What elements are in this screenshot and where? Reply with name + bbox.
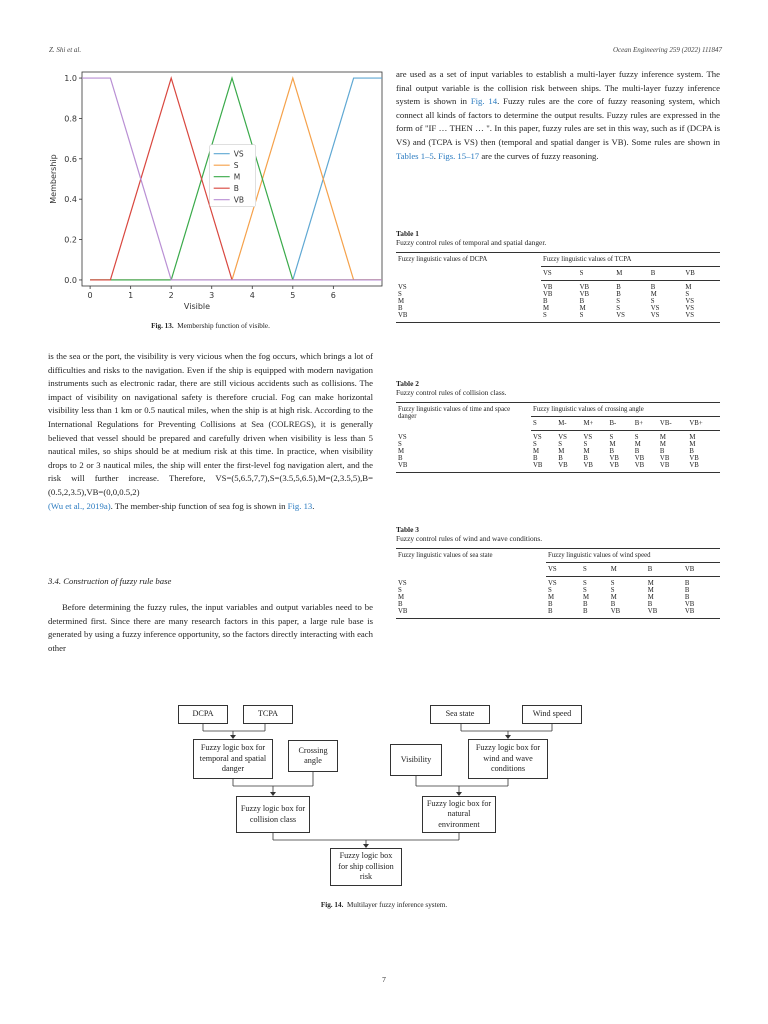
table3-cell: M <box>548 594 555 601</box>
x-axis-label: Visible <box>183 302 211 311</box>
table1-cell: VS <box>685 305 695 312</box>
table3-cell: VB <box>684 601 695 608</box>
table3-cell: S <box>583 587 587 594</box>
left-paragraph-tail: . The member-ship function of sea fog is shown in <box>110 500 286 511</box>
table2-cell: VB <box>607 462 632 473</box>
node-crossing-angle: Crossing angle <box>288 740 338 772</box>
x-tick-label: 1 <box>128 291 134 300</box>
table2-col-header: B- <box>607 417 632 431</box>
table2-col-header: VB- <box>658 417 687 431</box>
table2-cell: VS <box>583 434 593 441</box>
table2-row <box>396 448 720 455</box>
table2-row-label: VS <box>398 433 407 441</box>
table3-row <box>396 587 720 594</box>
table1-cell: M <box>650 291 657 298</box>
table1-row-label: B <box>398 305 403 312</box>
table3-col-group: Fuzzy linguistic values of wind speed <box>546 549 720 563</box>
fig13-text: Membership function of visible. <box>177 322 270 330</box>
node-dcpa: DCPA <box>178 705 228 724</box>
table2 <box>396 379 720 473</box>
table3-row <box>396 608 720 619</box>
table2-cell: VB <box>687 462 720 473</box>
table2-cell: M <box>533 448 540 455</box>
table3-row-header: Fuzzy linguistic values of sea state <box>396 549 546 577</box>
table3-row-label: M <box>398 594 405 601</box>
table3-cell: B <box>684 594 690 601</box>
table3-cell: M <box>583 594 590 601</box>
table3-col-header: B <box>646 563 683 577</box>
table1-col-header: S <box>578 267 615 281</box>
table1-col-header: M <box>614 267 649 281</box>
legend-label-vb: VB <box>233 195 244 205</box>
table2-row <box>396 441 720 448</box>
table1-cell: VS <box>649 312 684 323</box>
page-number: 7 <box>382 975 386 984</box>
table2-row-header: Fuzzy linguistic values of time and space danger <box>396 403 531 431</box>
table2-row-label: VB <box>396 462 531 473</box>
table2-subtitle: Fuzzy control rules of collision class. <box>396 388 507 397</box>
table3-cell: VS <box>548 580 557 587</box>
right-paragraph-part1: are used as a set of input variables to establish a multi-layer fuzzy inference system. The final output variable is the collision risk between ships. The multi-layer fuzzy inference system is shown in <box>396 69 720 107</box>
table3-title: Table 3 <box>396 525 419 534</box>
x-tick-label: 5 <box>290 291 296 300</box>
section-paragraph <box>48 601 373 655</box>
table3-col-header: S <box>581 563 609 577</box>
table1 <box>396 229 720 323</box>
table1-cell: B <box>616 284 621 291</box>
table2-row <box>396 462 720 473</box>
node-wind-wave-box: Fuzzy logic box for wind and wave conditions <box>468 739 548 779</box>
table2-cell: M <box>609 441 616 448</box>
table1-subtitle: Fuzzy control rules of temporal and spatial danger. <box>396 238 547 247</box>
table3-col-header: VB <box>683 563 720 577</box>
table1-cell: B <box>650 284 656 291</box>
table2-cell: B <box>609 448 615 455</box>
table2-cell: VB <box>634 455 645 462</box>
node-tcpa: TCPA <box>243 705 293 724</box>
y-tick-label: 0.8 <box>64 114 77 124</box>
table2-cell: VB <box>658 462 687 473</box>
legend-label-b: B <box>233 184 239 194</box>
table3-row-label: B <box>398 601 403 608</box>
table1-row <box>396 305 720 312</box>
fig14-link[interactable]: Fig. 14 <box>470 96 498 107</box>
table1-title: Table 1 <box>396 229 419 238</box>
membership-chart <box>42 62 377 337</box>
table1-row <box>396 312 720 323</box>
x-tick-label: 0 <box>87 291 93 300</box>
table1-row-label: VB <box>396 312 541 323</box>
node-natural-env-box: Fuzzy logic box for natural environment <box>422 796 496 833</box>
table1-row-label: M <box>398 298 405 305</box>
left-paragraph-text: is the sea or the port, the visibility is very vicious when the fog occurs, which brings a lot of difficulties and risks to the navigation. Even if the ship is equipped with modern navigation instruments such as electronic radar, there are still vicious accidents such as collisions. The impact of visibility on navigational safety is therefore crucial. Fog can make horizontal visibility less than 1 km or 0.5 nautical miles, when the ship is at high risk. According to the International Regulations for Preventing Collisions at Sea (COLREGS), it is generally believed that vessel should be prepared and carefully driven when visibility is less than 5 nautical miles, so ships should be at medium risk at this time. In practice, when visibility drops to 2 or 3 nautical miles, the ship will enter the first-level fog navigation alert, and the risk will further increase. Therefore, VS=(5,6.5,7,7),S=(3.5,5,6.5),M=(2,3.5,5),B=(0.5,2,3.5),VB=(0,0,0.5,2) <box>48 351 373 497</box>
table3-cell: S <box>548 587 552 594</box>
table1-cell: B <box>543 298 548 305</box>
node-visibility: Visibility <box>390 744 442 776</box>
table2-cell: VB <box>556 462 581 473</box>
table3-cell: B <box>583 601 588 608</box>
table1-cell: M <box>543 305 550 312</box>
table1-col-header: VB <box>683 267 720 281</box>
table1-cell: VS <box>683 312 720 323</box>
table2-col-group: Fuzzy linguistic values of crossing angle <box>531 403 720 417</box>
table2-title: Table 2 <box>396 379 419 388</box>
table3-cell: B <box>546 608 581 619</box>
table2-cell: M <box>583 448 590 455</box>
right-paragraph-part2: . Fuzzy rules are the core of fuzzy reasoning system, which connect all kinds of factors to determine the output results. Fuzzy rules are expressed in the form of "IF … THEN … ". In this paper, fuzzy rules are set in this way, such as if (DCPA is VS) and (TCPA is VS) then (temporal and spatial danger is VB). Some rules are shown in <box>396 96 721 147</box>
table3-cell: VB <box>683 608 720 619</box>
table1-col-header: VS <box>541 267 578 281</box>
table2-col-header: M+ <box>581 417 607 431</box>
table1-row <box>396 291 720 298</box>
table2-cell: S <box>583 441 588 448</box>
table1-cell: M <box>579 305 586 312</box>
left-paragraph-end: . <box>312 500 315 511</box>
table1-col-header: B <box>649 267 684 281</box>
y-tick-label: 0.0 <box>64 275 77 285</box>
table2-row <box>396 455 720 462</box>
table1-cell: VS <box>614 312 649 323</box>
table1-cell: S <box>685 291 690 298</box>
table1-cell: S <box>616 305 620 312</box>
y-tick-label: 0.4 <box>64 195 77 205</box>
node-wind-speed: Wind speed <box>522 705 582 724</box>
table1-cell: VB <box>579 284 590 291</box>
table1-cell: S <box>616 298 620 305</box>
table3-cell: B <box>684 587 690 594</box>
table2-col-header: M- <box>556 417 581 431</box>
table2-col-header: B+ <box>633 417 658 431</box>
table1-cell: S <box>541 312 578 323</box>
table2-cell: B <box>533 455 538 462</box>
y-axis-label: Membership <box>49 154 58 204</box>
table1-col-group: Fuzzy linguistic values of TCPA <box>541 253 720 267</box>
table2-cell: M <box>689 441 696 448</box>
table1-cell: VB <box>543 291 553 298</box>
fig13-link[interactable]: Fig. 13 <box>287 500 313 511</box>
table1-cell: VB <box>579 291 590 298</box>
x-tick-label: 4 <box>249 291 255 300</box>
table1-cell: M <box>685 284 692 291</box>
table3-row <box>396 601 720 608</box>
node-sea-state: Sea state <box>430 705 490 724</box>
node-ship-collision-risk-box: Fuzzy logic box for ship collision risk <box>330 848 402 886</box>
table1-row <box>396 281 720 292</box>
table3-cell: B <box>581 608 609 619</box>
table2-cell: B <box>659 448 665 455</box>
node-temporal-spatial-box: Fuzzy logic box for temporal and spatial danger <box>193 739 273 779</box>
table2-cell: VB <box>531 462 556 473</box>
table3-col-header: M <box>609 563 646 577</box>
fig13-label: Fig. 13. <box>151 322 174 330</box>
table1-row-label: VS <box>398 283 407 291</box>
table3-grid <box>396 548 720 619</box>
table2-cell: S <box>533 441 537 448</box>
fig14-text: Multilayer fuzzy inference system. <box>346 901 448 909</box>
table3-row-label: VS <box>398 579 407 587</box>
table2-cell: M <box>689 434 696 441</box>
table3-row <box>396 577 720 588</box>
table1-cell: S <box>578 312 615 323</box>
table3-cell: M <box>647 587 654 594</box>
table1-cell: S <box>650 298 655 305</box>
right-paragraph <box>396 68 720 163</box>
table3-cell: VB <box>609 608 646 619</box>
y-tick-label: 1.0 <box>64 74 77 84</box>
citation-wu-2019a[interactable]: (Wu et al., 2019a) <box>48 500 111 511</box>
table1-cell: VB <box>543 284 553 291</box>
running-head-authors: Z. Shi et al. <box>49 46 82 54</box>
table2-cell: S <box>558 441 562 448</box>
table2-cell: VB <box>689 455 699 462</box>
table1-row <box>396 298 720 305</box>
table3-cell: S <box>610 587 615 594</box>
legend-label-s: S <box>233 161 239 171</box>
y-tick-label: 0.6 <box>64 154 77 164</box>
right-paragraph-sep: . <box>433 150 436 161</box>
table3-cell: B <box>684 580 690 587</box>
table1-row-label: S <box>398 291 402 298</box>
table1-cell: B <box>616 291 621 298</box>
table3-row-label: S <box>398 587 402 594</box>
table1-grid <box>396 252 720 323</box>
x-tick-label: 6 <box>330 291 336 300</box>
table1-cell: VS <box>685 298 695 305</box>
table2-cell: VS <box>558 434 567 441</box>
table2-cell: VB <box>581 462 607 473</box>
table1-row-header: Fuzzy linguistic values of DCPA <box>396 253 541 281</box>
figs-link[interactable]: Figs. 15–17 <box>438 150 480 161</box>
table2-cell: M <box>558 448 565 455</box>
node-collision-class-box: Fuzzy logic box for collision class <box>236 796 310 833</box>
table2-row-label: S <box>398 441 402 448</box>
table3-cell: M <box>610 594 617 601</box>
table2-cell: B <box>583 455 588 462</box>
table3-col-header: VS <box>546 563 581 577</box>
fig14-label: Fig. 14. <box>320 901 344 909</box>
x-tick-label: 3 <box>209 291 215 300</box>
tables-link[interactable]: Tables 1–5 <box>396 150 434 161</box>
x-tick-label: 2 <box>168 291 174 300</box>
table2-grid <box>396 402 720 473</box>
table3-cell: M <box>647 594 654 601</box>
section-paragraph-text: Before determining the fuzzy rules, the input variables and output variables need to be determined first. Since there are many research factors in this paper, a large rule base is generated by using a fuzzy inference opportunity, so the factors directly interacting with each other <box>48 602 373 653</box>
y-tick-label: 0.2 <box>64 235 77 245</box>
table2-cell: VB <box>609 455 619 462</box>
table2-cell: M <box>659 441 666 448</box>
fig13-caption <box>48 322 373 330</box>
table2-cell: M <box>659 434 666 441</box>
table2-col-header: VB+ <box>687 417 720 431</box>
table3-cell: S <box>610 580 615 587</box>
table2-cell: M <box>634 441 641 448</box>
table3-cell: B <box>548 601 553 608</box>
table2-cell: B <box>634 448 640 455</box>
table3 <box>396 525 720 619</box>
fig14-caption <box>0 901 768 909</box>
table3-cell: B <box>647 601 653 608</box>
table2-col-header: S <box>531 417 556 431</box>
table3-cell: B <box>610 601 616 608</box>
table1-cell: B <box>579 298 585 305</box>
table3-row-label: VB <box>396 608 546 619</box>
table1-cell: VS <box>650 305 660 312</box>
table2-cell: S <box>609 434 614 441</box>
section-heading: 3.4. Construction of fuzzy rule base <box>48 576 172 586</box>
table3-subtitle: Fuzzy control rules of wind and wave conditions. <box>396 534 543 543</box>
running-head-journal: Ocean Engineering 259 (2022) 111847 <box>613 46 722 54</box>
legend-label-vs: VS <box>233 149 244 159</box>
table2-cell: VB <box>633 462 658 473</box>
table2-row <box>396 431 720 442</box>
table3-cell: VB <box>646 608 683 619</box>
legend-label-m: M <box>233 172 241 182</box>
table2-row-label: M <box>398 448 405 455</box>
right-paragraph-part3: are the curves of fuzzy reasoning. <box>479 150 599 161</box>
table2-cell: B <box>558 455 563 462</box>
table3-cell: S <box>583 580 587 587</box>
table2-row-label: B <box>398 455 403 462</box>
left-paragraph <box>48 350 373 513</box>
table2-cell: VS <box>533 434 542 441</box>
table3-row <box>396 594 720 601</box>
table2-cell: B <box>689 448 694 455</box>
table2-cell: S <box>634 434 639 441</box>
table3-cell: M <box>647 580 654 587</box>
table2-cell: VB <box>659 455 670 462</box>
